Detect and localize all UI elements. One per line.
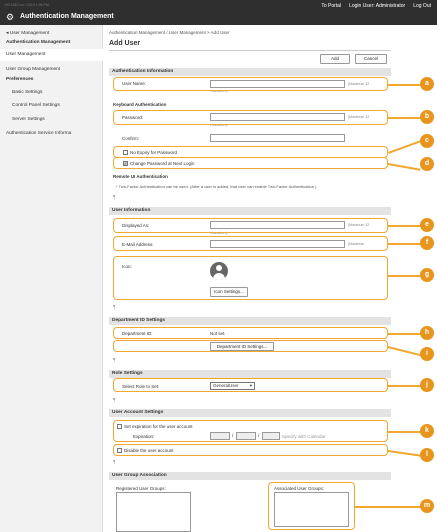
change-password-label: Change Password at Next Login	[130, 161, 195, 166]
add-button[interactable]: Add	[320, 54, 350, 64]
date-separator: /	[232, 433, 234, 438]
breadcrumb: Authentication Management / User Management > Add User	[109, 30, 230, 35]
scroll-top-icon[interactable]: ⤒	[113, 305, 116, 311]
login-user-label: Login User: Administrator	[349, 3, 406, 9]
callout-badge-f: f	[420, 236, 434, 250]
highlight-g	[113, 256, 388, 300]
user-name-characters-hint: characters)	[210, 89, 228, 93]
highlight-f	[113, 236, 388, 251]
callout-badge-j: j	[420, 378, 434, 392]
connector-f	[388, 243, 421, 245]
callout-badge-b: b	[420, 110, 434, 124]
app-title: Authentication Management	[20, 13, 114, 20]
section-user-information: User Information	[109, 207, 391, 215]
connector-l	[388, 450, 422, 456]
sidebar-item-authentication-service-info[interactable]: Authentication Service Informa	[6, 131, 72, 136]
connector-e	[388, 225, 421, 227]
remote-ui-heading: Remote UI Authentication	[113, 174, 168, 179]
header-info: 192.168.0.xx / 2019 1:06 PM	[4, 3, 49, 7]
expiration-label: Expiration:	[133, 434, 155, 439]
highlight-l	[113, 444, 388, 456]
scroll-top-icon[interactable]: ⤒	[113, 195, 116, 201]
connector-k	[388, 431, 421, 433]
icon-label: Icon:	[122, 264, 132, 269]
callout-badge-k: k	[420, 424, 434, 438]
highlight-j	[113, 378, 388, 392]
sidebar-heading-preferences: Preferences	[6, 77, 34, 82]
callout-badge-m: m	[420, 499, 434, 513]
role-label: Select Role to Set:	[122, 384, 160, 389]
section-authentication-information: Authentication Information	[109, 68, 391, 76]
top-bar	[0, 0, 437, 25]
connector-c	[388, 140, 420, 153]
no-expiry-label: No Expiry for Password	[130, 150, 178, 155]
highlight-i	[113, 340, 388, 352]
cancel-button[interactable]: Cancel	[355, 54, 387, 64]
page-title: Add User	[109, 40, 141, 47]
keyboard-authentication-heading: Keyboard Authentication	[113, 102, 167, 107]
callout-badge-d: d	[420, 157, 434, 171]
section-department-id-settings: Department ID Settings	[109, 317, 391, 325]
section-user-group-association: User Group Association	[109, 472, 391, 480]
displayed-as-max-hint: (Maximum 32	[348, 223, 370, 227]
change-password-checkbox[interactable]: ✓	[124, 161, 128, 166]
sidebar-item-back-user-management[interactable]: ◂ User Management	[6, 31, 50, 36]
connector-i	[388, 346, 421, 356]
displayed-as-characters-hint: characters)	[210, 231, 228, 235]
sidebar	[0, 25, 103, 532]
connector-a	[388, 84, 421, 86]
title-divider	[109, 50, 391, 51]
set-expiration-label: Set expiration for the user account	[124, 424, 193, 429]
highlight-b	[113, 110, 388, 125]
connector-b	[388, 117, 421, 119]
header-links	[321, 3, 431, 9]
department-id-value: Not set.	[210, 331, 226, 336]
two-factor-note: * Two-Factor Authentication can be used. (After a user is added, that user can enable Two-Factor Authentication.)	[116, 184, 317, 189]
callout-badge-c: c	[420, 134, 434, 148]
sidebar-item-control-panel-settings[interactable]: Control Panel Settings	[12, 103, 60, 108]
disable-account-label: Disable the user account	[124, 448, 174, 453]
user-name-max-hint: (Maximum 32	[348, 82, 370, 86]
displayed-as-label: Displayed As:	[122, 223, 150, 228]
registered-groups-list[interactable]	[116, 492, 191, 532]
callout-badge-h: h	[420, 326, 434, 340]
section-role-settings: Role Settings	[109, 370, 391, 378]
email-max-hint: (Maximum	[348, 242, 365, 246]
scroll-top-icon[interactable]: ⤒	[113, 460, 116, 466]
section-user-account-settings: User Account Settings	[109, 409, 391, 417]
callout-badge-g: g	[420, 268, 434, 282]
role-select[interactable]: GeneralUser ▾	[210, 382, 255, 390]
connector-d	[388, 163, 421, 170]
to-portal-link[interactable]: To Portal	[321, 3, 342, 9]
sidebar-item-user-management[interactable]: User Management	[0, 49, 103, 61]
sidebar-item-basic-settings[interactable]: Basic Settings	[12, 90, 43, 95]
password-characters-hint: characters)	[210, 123, 228, 127]
connector-j	[388, 385, 421, 387]
highlight-k	[113, 420, 388, 442]
highlight-e	[113, 218, 388, 233]
user-name-label: User Name:	[122, 81, 147, 86]
sidebar-heading-authentication: Authentication Management	[6, 40, 71, 45]
callout-badge-a: a	[420, 77, 434, 91]
callout-badge-l: l	[420, 448, 434, 462]
password-max-hint: (Maximum 32	[348, 115, 370, 119]
scroll-top-icon[interactable]: ⤒	[113, 398, 116, 404]
confirm-password-input[interactable]	[210, 134, 345, 142]
sidebar-item-user-group-management[interactable]: User Group Management	[6, 67, 61, 72]
icon-settings-button[interactable]: Icon Settings...	[210, 287, 248, 297]
confirm-label: Confirm:	[122, 136, 140, 141]
highlight-m	[268, 482, 355, 530]
callout-badge-e: e	[420, 218, 434, 232]
connector-g	[388, 275, 421, 277]
associated-groups-label: Associated User Groups:	[274, 486, 325, 491]
department-id-label: Department ID:	[122, 331, 153, 336]
gear-logo-icon: ⚙	[6, 12, 15, 22]
callout-badge-i: i	[420, 347, 434, 361]
email-label: E-Mail Address:	[122, 242, 154, 247]
highlight-h	[113, 327, 388, 339]
sidebar-item-server-settings[interactable]: Server Settings	[12, 117, 45, 122]
log-out-link[interactable]: Log Out	[413, 3, 431, 9]
password-label: Password:	[122, 115, 144, 120]
specify-with-calendar-link[interactable]: Specify with Calendar	[282, 434, 326, 439]
connector-m	[355, 506, 421, 508]
department-id-settings-button[interactable]: Department ID Settings...	[210, 342, 274, 351]
date-separator: /	[258, 433, 260, 438]
chevron-down-icon: ▾	[249, 383, 252, 388]
highlight-d	[113, 157, 388, 169]
registered-groups-label: Registered User Groups:	[116, 486, 166, 491]
scroll-top-icon[interactable]: ⤒	[113, 358, 116, 364]
connector-h	[388, 333, 421, 335]
highlight-a	[113, 77, 388, 91]
